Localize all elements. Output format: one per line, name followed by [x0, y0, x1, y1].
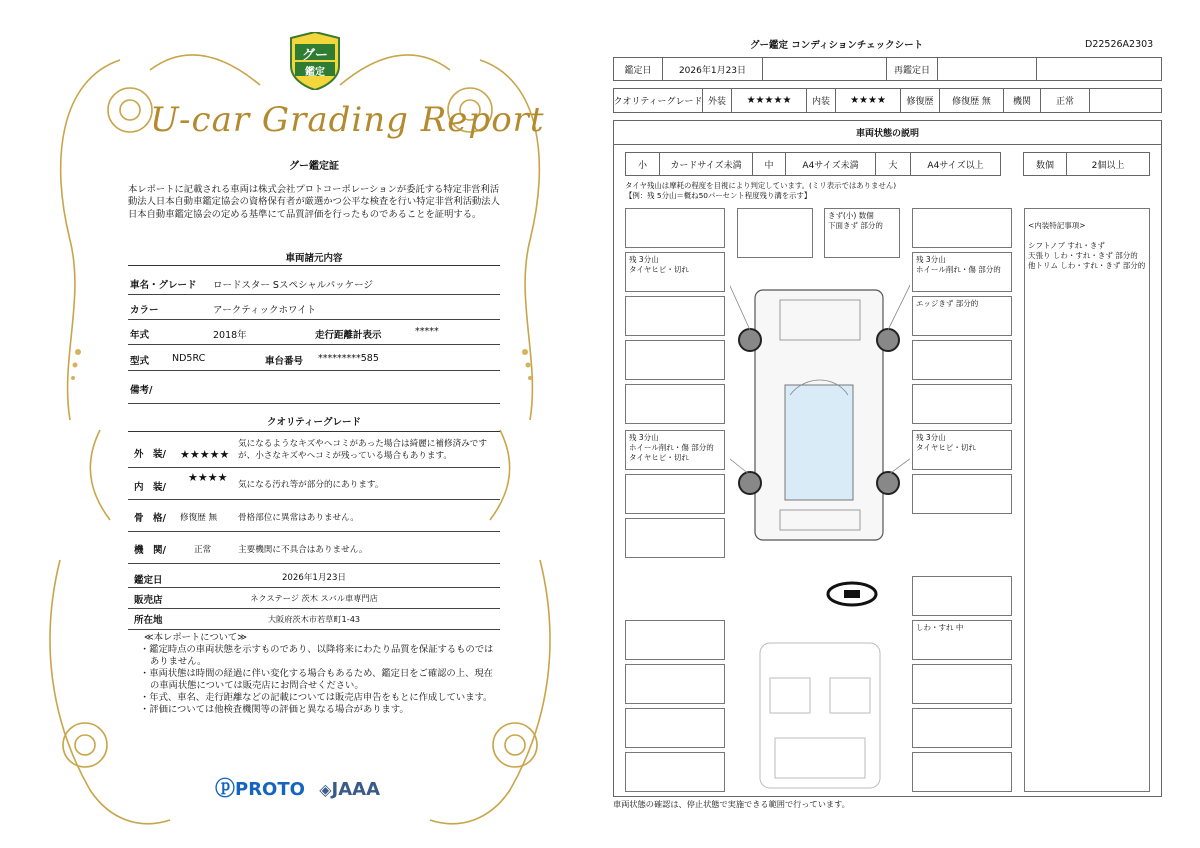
int-label: 内装 — [806, 88, 836, 113]
size-small-desc: カードサイズ未満 — [659, 152, 753, 176]
shop-label: 販売店 — [134, 595, 163, 606]
certificate-body: 本レポートに記載される車両は株式会社プロトコーポレーションが委託する特定非営利活動法人日本自動車鑑定協会の資格保有者が厳選かつ公平な検査を行い特定非営利活動法人日本自動車鑑定協会の定める基準にて品質評価を行ったものであることを証明する。 — [128, 184, 500, 220]
note-box — [625, 474, 725, 514]
sheet-header: グー鑑定 コンディションチェックシート — [750, 40, 924, 51]
color-value: アークティックホワイト — [213, 305, 317, 316]
engine-label: 機 関/ — [134, 545, 166, 556]
addr-value: 大阪府茨木市若草町1-43 — [267, 614, 361, 624]
size-mid: 中 — [752, 152, 786, 176]
interior-notes: シフトノブ すれ・きず 天張り しわ・すれ・きず 部分的 他トリム しわ・すれ・きず 部分的 — [1028, 241, 1146, 270]
addr-label: 所在地 — [134, 615, 163, 626]
engine-label: 機関 — [1003, 88, 1041, 113]
note-item: ・車両状態は時間の経過に伴い変化する場合もあるため、鑑定日をご確認の上、現在の車両状態については販売店にお問合せください。 — [140, 668, 493, 691]
note-box — [912, 474, 1012, 514]
note-box — [912, 340, 1012, 380]
name-value: ロードスター Sスペシャルパッケージ — [213, 280, 373, 291]
note-box — [625, 518, 725, 558]
remarks-label: 備考/ — [130, 385, 153, 396]
mileage-value: ***** — [415, 326, 439, 337]
count-label: 数個 — [1023, 152, 1067, 176]
explain-title: 車両状態の説明 — [613, 120, 1162, 145]
date-label: 鑑定日 — [613, 57, 663, 81]
steering-wheel-icon — [826, 580, 878, 608]
car-top-diagram-icon — [730, 255, 910, 555]
empty-cell — [1089, 88, 1162, 113]
model-label: 型式 — [130, 356, 150, 367]
jaaa-logo-text: JAAA — [331, 779, 381, 800]
tire-note-1: タイヤ残山は摩耗の程度を目視により判定しています。(ミリ表示ではありません) — [625, 181, 897, 190]
name-label: 車名・グレード — [130, 280, 197, 291]
engine-value: 正常 — [1040, 88, 1090, 113]
int-stars: ★★★★ — [835, 88, 901, 113]
tire-note-2: 【例：残 5分山＝概ね50パーセント程度残り溝を示す】 — [625, 191, 812, 200]
frame-value: 修復歴 無 — [180, 513, 218, 523]
ext-label: 外装 — [702, 88, 732, 113]
note-box-front-right-tire: 残 3分山 ホイール削れ・傷 部分的 — [912, 252, 1012, 292]
note-box — [737, 208, 813, 258]
note-box — [625, 752, 725, 792]
specs-title: 車両諸元内容 — [285, 253, 343, 264]
badge-top-text: グー — [301, 48, 328, 63]
jaaa-logo-icon: ◈ — [319, 780, 332, 799]
note-item: ・年式、車名、走行距離などの記載については販売店申告をもとに作成しています。 — [140, 692, 493, 703]
note-box — [912, 208, 1012, 248]
mileage-label: 走行距離計表示 — [315, 330, 382, 341]
note-item: ・評価については他検査機関等の評価と異なる場合があります。 — [140, 704, 409, 715]
note-box-rear-right-tire: 残 3分山 タイヤヒビ・切れ — [912, 430, 1012, 470]
exterior-stars: ★★★★★ — [180, 448, 230, 461]
doc-id: D22526A2303 — [1085, 39, 1154, 50]
empty-cell — [762, 57, 887, 81]
frame-desc: 骨格部位に異常はありません。 — [238, 513, 359, 523]
size-mid-desc: A4サイズ未満 — [785, 152, 876, 176]
report-title: U-car Grading Report — [150, 100, 545, 140]
note-box-front: きず(小) 数個 下面きず 部分的 — [824, 208, 900, 258]
sheet-footer: 車両状態の確認は、停止状態で実施できる範囲で行っています。 — [613, 799, 850, 809]
car-interior-diagram-icon — [750, 638, 890, 793]
note-box — [625, 708, 725, 748]
empty-cell — [1036, 57, 1162, 81]
note-box — [912, 708, 1012, 748]
note-box — [912, 576, 1012, 616]
date-value: 2026年1月23日 — [662, 57, 763, 81]
qg-label: クオリティーグレード — [613, 88, 703, 113]
note-box-front-left-tire: 残 3分山 タイヤヒビ・切れ — [625, 252, 725, 292]
repair-label: 修復歴 — [900, 88, 940, 113]
ext-stars: ★★★★★ — [731, 88, 807, 113]
note-box-seat: しわ・すれ 中 — [912, 620, 1012, 660]
note-box — [625, 620, 725, 660]
quality-title: クオリティーグレード — [266, 417, 362, 428]
exterior-label: 外 装/ — [134, 449, 166, 460]
note-box-edge: エッジきず 部分的 — [912, 296, 1012, 336]
certificate-title: グー鑑定証 — [289, 161, 339, 172]
repair-value: 修復歴 無 — [939, 88, 1004, 113]
engine-value: 正常 — [194, 545, 212, 555]
note-item: ・鑑定時点の車両状態を示すものであり、以降将来にわたり品質を保証するものではありません。 — [140, 644, 494, 667]
engine-desc: 主要機関に不具合はありません。 — [238, 545, 368, 555]
year-label: 年式 — [130, 330, 150, 341]
note-box — [625, 296, 725, 336]
count-value: 2個以上 — [1066, 152, 1150, 176]
note-box — [625, 340, 725, 380]
interior-notes-title: <内装特記事項> — [1028, 221, 1086, 230]
notes-title: ≪本レポートについて≫ — [144, 632, 247, 643]
color-label: カラー — [130, 305, 159, 316]
note-box — [912, 752, 1012, 792]
frame-label: 骨 格/ — [134, 513, 166, 524]
size-large: 大 — [875, 152, 911, 176]
date-label: 鑑定日 — [134, 575, 163, 586]
note-box — [625, 384, 725, 424]
date-value: 2026年1月23日 — [281, 573, 347, 583]
note-box — [912, 664, 1012, 704]
chassis-label: 車台番号 — [265, 356, 304, 367]
note-box — [625, 664, 725, 704]
proto-logo-text: PROTO — [235, 779, 305, 800]
chassis-value: *********585 — [318, 353, 379, 364]
redate-label: 再鑑定日 — [886, 57, 938, 81]
shop-value: ネクステージ 茨木 スバル車専門店 — [250, 593, 378, 603]
interior-label: 内 装/ — [134, 482, 166, 493]
year-value: 2018年 — [213, 330, 247, 341]
proto-logo-icon: ⓟ — [215, 776, 235, 800]
interior-notes-box — [1024, 208, 1150, 792]
interior-desc: 気になる汚れ等が部分的にあります。 — [238, 480, 384, 490]
exterior-desc: 気になるようなキズやヘコミがあった場合は綺麗に補修済みですが、小さなキズやヘコミが残っている場合もあります。 — [238, 439, 487, 461]
badge-bottom-text: 鑑定 — [305, 67, 325, 78]
size-small: 小 — [625, 152, 660, 176]
note-box-rear-left-tire: 残 3分山 ホイール削れ・傷 部分的 タイヤヒビ・切れ — [625, 430, 725, 470]
interior-stars: ★★★★ — [188, 471, 228, 484]
note-box — [912, 384, 1012, 424]
note-box — [625, 208, 725, 248]
size-large-desc: A4サイズ以上 — [910, 152, 1001, 176]
model-value: ND5RC — [172, 353, 206, 364]
empty-cell — [937, 57, 1037, 81]
